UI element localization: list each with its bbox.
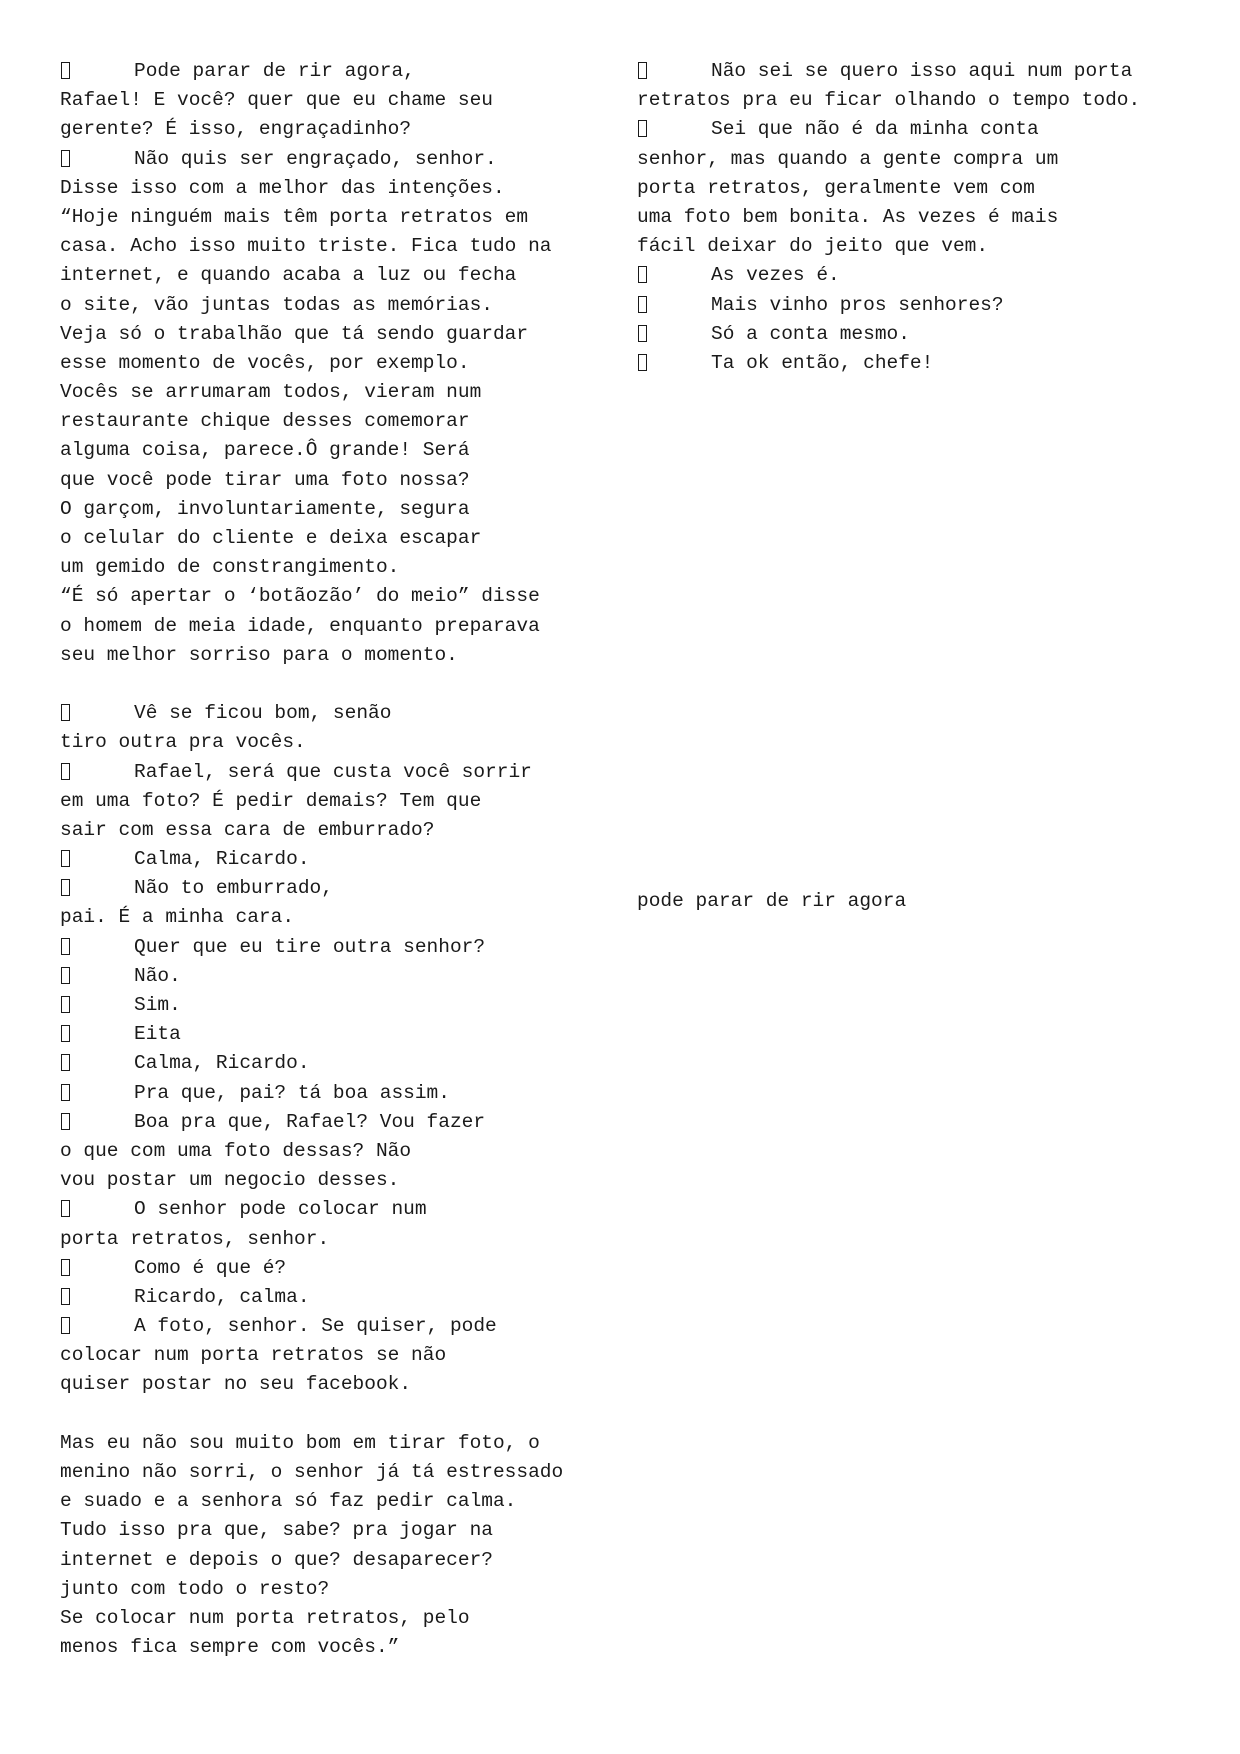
bullet-box-icon	[60, 1195, 134, 1224]
line-text: Vocês se arrumaram todos, vieram num	[60, 381, 482, 404]
line-text: pai. É a minha cara.	[60, 906, 295, 929]
text-line	[60, 466, 620, 495]
bullet-box-icon	[637, 291, 711, 320]
dialogue-line	[60, 1195, 620, 1224]
text-line	[637, 145, 1227, 174]
bullet-box-icon	[637, 261, 711, 290]
text-line	[60, 612, 620, 641]
text-line	[60, 232, 620, 261]
line-text: colocar num porta retratos se não	[60, 1344, 447, 1367]
line-text: restaurante chique desses comemorar	[60, 410, 470, 433]
dialogue-line	[60, 1312, 620, 1341]
line-text: o site, vão juntas todas as memórias.	[60, 293, 493, 316]
line-text: Vê se ficou bom, senão	[134, 702, 392, 725]
bullet-box-icon	[60, 1108, 134, 1137]
dialogue-line	[60, 1254, 620, 1283]
bullet-box-icon	[60, 933, 134, 962]
line-text: em uma foto? É pedir demais? Tem que	[60, 789, 482, 812]
line-text: Como é que é?	[134, 1256, 287, 1279]
text-line	[60, 86, 620, 115]
line-text: casa. Acho isso muito triste. Fica tudo na	[60, 235, 552, 258]
text-line	[60, 1225, 620, 1254]
left-text-column	[60, 57, 620, 1662]
line-text: sair com essa cara de emburrado?	[60, 818, 435, 841]
bullet-box-icon	[60, 1079, 134, 1108]
dialogue-line	[60, 1283, 620, 1312]
line-text: O senhor pode colocar num	[134, 1198, 427, 1221]
text-line	[60, 1516, 620, 1545]
dialogue-line	[60, 991, 620, 1020]
text-line	[637, 203, 1227, 232]
text-line	[60, 1429, 620, 1458]
line-text: quiser postar no seu facebook.	[60, 1373, 412, 1396]
line-text: O garçom, involuntariamente, segura	[60, 497, 470, 520]
bullet-box-icon	[60, 145, 134, 174]
dialogue-line	[60, 145, 620, 174]
bullet-box-icon	[60, 1049, 134, 1078]
text-line	[60, 553, 620, 582]
dialogue-line	[60, 699, 620, 728]
dialogue-line	[60, 845, 620, 874]
bullet-box-icon	[60, 962, 134, 991]
text-line	[60, 378, 620, 407]
line-text: que você pode tirar uma foto nossa?	[60, 468, 470, 491]
line-text: Pode parar de rir agora,	[134, 60, 415, 82]
line-text: Sim.	[134, 994, 181, 1016]
dialogue-line	[60, 1049, 620, 1078]
dialogue-line	[60, 758, 620, 787]
line-text: o que com uma foto dessas? Não	[60, 1139, 412, 1162]
line-text: Não.	[134, 964, 181, 987]
text-line	[60, 115, 620, 144]
dialogue-line	[637, 320, 1227, 349]
bullet-box-icon	[637, 349, 711, 378]
line-text: Não to emburrado,	[134, 877, 333, 900]
line-text: uma foto bem bonita. As vezes é mais	[637, 205, 1059, 228]
text-line	[60, 787, 620, 816]
line-text: alguma coisa, parece.Ô grande! Será	[60, 439, 470, 462]
bullet-box-icon	[60, 1283, 134, 1312]
bullet-box-icon	[637, 115, 711, 144]
text-line	[60, 1166, 620, 1195]
text-line	[60, 495, 620, 524]
side-note: pode parar de rir agora	[637, 890, 907, 912]
line-text: Ricardo, calma.	[134, 1285, 310, 1308]
text-line	[60, 1487, 620, 1516]
line-text: menos fica sempre com vocês.”	[60, 1636, 400, 1659]
line-text: o homem de meia idade, enquanto preparava	[60, 614, 540, 637]
text-line	[60, 291, 620, 320]
line-text: vou postar um negocio desses.	[60, 1169, 400, 1192]
line-text: Quer que eu tire outra senhor?	[134, 935, 486, 958]
dialogue-line	[60, 1079, 620, 1108]
dialogue-line	[637, 291, 1227, 320]
text-line	[60, 1633, 620, 1662]
line-text: o celular do cliente e deixa escapar	[60, 527, 482, 549]
dialogue-line	[637, 261, 1227, 290]
line-text: Sei que não é da minha conta	[711, 118, 1039, 141]
bullet-box-icon	[60, 874, 134, 903]
text-line	[60, 1370, 620, 1399]
text-line	[60, 1400, 620, 1429]
dialogue-line	[60, 933, 620, 962]
bullet-box-icon	[60, 1254, 134, 1283]
line-text: “Hoje ninguém mais têm porta retratos em	[60, 205, 529, 228]
line-text: Mas eu não sou muito bom em tirar foto, o	[60, 1431, 540, 1454]
text-line	[60, 903, 620, 932]
right-text-column	[637, 57, 1227, 378]
text-line	[60, 1575, 620, 1604]
text-line	[60, 1546, 620, 1575]
bullet-box-icon	[60, 1312, 134, 1341]
line-text: Não sei se quero isso aqui num porta	[711, 60, 1133, 82]
dialogue-line	[60, 874, 620, 903]
dialogue-line	[60, 1020, 620, 1049]
line-text: porta retratos, senhor.	[60, 1227, 330, 1250]
text-line	[637, 232, 1227, 261]
line-text: Calma, Ricardo.	[134, 1052, 310, 1075]
dialogue-line	[60, 57, 620, 86]
text-line	[637, 174, 1227, 203]
text-line	[60, 261, 620, 290]
text-line	[60, 582, 620, 611]
text-line	[60, 349, 620, 378]
line-text: Não quis ser engraçado, senhor.	[134, 147, 497, 170]
line-text: internet, e quando acaba a luz ou fecha	[60, 264, 517, 287]
line-text: tiro outra pra vocês.	[60, 731, 306, 754]
dialogue-line	[637, 349, 1227, 378]
line-text: porta retratos, geralmente vem com	[637, 176, 1035, 199]
line-text: Só a conta mesmo.	[711, 322, 910, 345]
text-line	[60, 641, 620, 670]
line-text: Ta ok então, chefe!	[711, 351, 934, 374]
text-line	[60, 1458, 620, 1487]
dialogue-line	[60, 962, 620, 991]
text-line	[60, 407, 620, 436]
bullet-box-icon	[60, 991, 134, 1020]
text-line	[60, 1341, 620, 1370]
line-text: Boa pra que, Rafael? Vou fazer	[134, 1110, 486, 1133]
line-text: Disse isso com a melhor das intenções.	[60, 176, 505, 199]
line-text: Se colocar num porta retratos, pelo	[60, 1606, 470, 1629]
dialogue-line	[60, 1108, 620, 1137]
line-text: Eita	[134, 1023, 181, 1046]
bullet-box-icon	[60, 699, 134, 728]
text-line	[60, 174, 620, 203]
bullet-box-icon	[60, 758, 134, 787]
line-text: Rafael, será que custa você sorrir	[134, 760, 532, 783]
text-line	[60, 670, 620, 699]
line-text: Calma, Ricardo.	[134, 848, 310, 871]
bullet-box-icon	[637, 320, 711, 349]
line-text: um gemido de constrangimento.	[60, 556, 400, 579]
bullet-box-icon	[60, 57, 134, 86]
text-line	[60, 203, 620, 232]
line-text: A foto, senhor. Se quiser, pode	[134, 1315, 497, 1338]
text-line	[60, 524, 620, 553]
line-text: internet e depois o que? desaparecer?	[60, 1548, 493, 1571]
line-text: seu melhor sorriso para o momento.	[60, 643, 458, 666]
text-line	[60, 816, 620, 845]
line-text: junto com todo o resto?	[60, 1577, 330, 1600]
text-line	[60, 320, 620, 349]
line-text: Veja só o trabalhão que tá sendo guardar	[60, 322, 529, 345]
line-text: Pra que, pai? tá boa assim.	[134, 1081, 450, 1104]
text-line	[637, 86, 1227, 115]
line-text: gerente? É isso, engraçadinho?	[60, 118, 412, 141]
line-text: menino não sorri, o senhor já tá estressado	[60, 1461, 564, 1483]
bullet-box-icon	[60, 1020, 134, 1049]
text-line	[60, 1604, 620, 1633]
line-text: senhor, mas quando a gente compra um	[637, 147, 1059, 170]
line-text: “É só apertar o ‘botãozão’ do meio” disse	[60, 585, 540, 608]
line-text: Mais vinho pros senhores?	[711, 293, 1004, 316]
dialogue-line	[637, 57, 1227, 86]
text-line	[60, 1137, 620, 1166]
line-text: e suado e a senhora só faz pedir calma.	[60, 1490, 517, 1513]
bullet-box-icon	[637, 57, 711, 86]
text-line	[60, 436, 620, 465]
line-text: fácil deixar do jeito que vem.	[637, 235, 989, 258]
line-text: Rafael! E você? quer que eu chame seu	[60, 89, 493, 112]
line-text: esse momento de vocês, por exemplo.	[60, 351, 470, 374]
bullet-box-icon	[60, 845, 134, 874]
line-text: As vezes é.	[711, 264, 840, 287]
text-line	[60, 728, 620, 757]
line-text: retratos pra eu ficar olhando o tempo todo.	[637, 89, 1141, 112]
dialogue-line	[637, 115, 1227, 144]
line-text: Tudo isso pra que, sabe? pra jogar na	[60, 1519, 493, 1542]
